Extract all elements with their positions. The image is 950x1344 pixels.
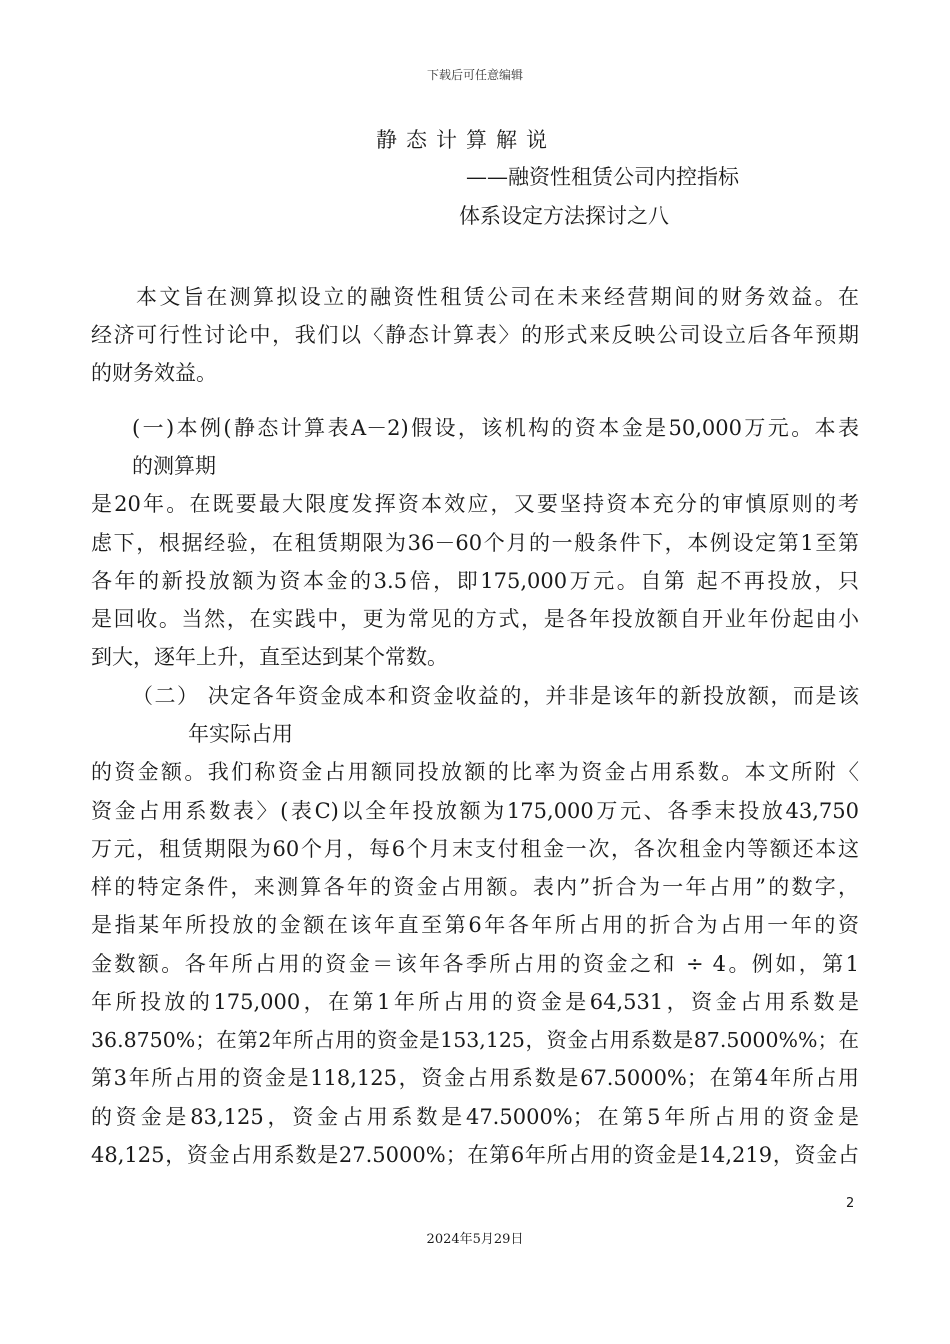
paragraph-line: 各年的新投放额为资本金的3.5倍，即175,000万元。自第 起不再投放，只 (91, 569, 859, 593)
paragraph-line: 36.8750%；在第2年所占用的资金是153,125，资金占用系数是87.5000%%；在 (91, 1028, 859, 1052)
paragraph-line: (一)本例(静态计算表A－2)假设，该机构的资本金是50,000万元。本表 (132, 416, 859, 440)
footer-date: 2024年5月29日 (426, 1232, 524, 1247)
paragraph-line: 是回收。当然，在实践中，更为常见的方式，是各年投放额自开业年份起由小 (91, 607, 859, 631)
paragraph-line: 的财务效益。 (91, 361, 217, 385)
paragraph-line: 是20年。在既要最大限度发挥资本效应，又要坚持资本充分的审慎原则的考 (91, 492, 859, 516)
document-subtitle-line1: ——融资性租赁公司内控指标 (466, 165, 739, 189)
header-note: 下载后可任意编辑 (426, 68, 523, 82)
paragraph-line: 本文旨在测算拟设立的融资性租赁公司在未来经营期间的财务效益。在 (136, 285, 859, 309)
page-number: 2 (846, 1196, 855, 1211)
paragraph-line: 年所投放的175,000，在第1年所占用的资金是64,531，资金占用系数是 (91, 990, 859, 1014)
paragraph-line: 年实际占用 (188, 722, 293, 746)
paragraph-line: 样的特定条件，来测算各年的资金占用额。表内”折合为一年占用”的数字， (91, 875, 859, 899)
paragraph-line: 到大，逐年上升，直至达到某个常数。 (91, 645, 448, 669)
paragraph-line: 的资金是83,125，资金占用系数是47.5000%；在第5年所占用的资金是 (91, 1105, 859, 1129)
paragraph-line: 虑下，根据经验，在租赁期限为36－60个月的一般条件下，本例设定第1至第 (91, 531, 859, 555)
paragraph-line: 金数额。各年所占用的资金＝该年各季所占用的资金之和 ÷ 4。例如，第1 (91, 952, 859, 976)
paragraph-line: 第3年所占用的资金是118,125，资金占用系数是67.5000%；在第4年所占用 (91, 1066, 859, 1090)
paragraph-line: 48,125，资金占用系数是27.5000%；在第6年所占用的资金是14,219，资金占 (91, 1143, 859, 1167)
paragraph-line: 资金占用系数表〉(表C)以全年投放额为175,000万元、各季末投放43,750 (91, 799, 859, 823)
paragraph-line: 是指某年所投放的金额在该年直至第6年各年所占用的折合为占用一年的资 (91, 913, 859, 937)
paragraph-line: 的资金额。我们称资金占用额同投放额的比率为资金占用系数。本文所附〈 (91, 760, 859, 784)
document-subtitle-line2: 体系设定方法探讨之八 (459, 204, 669, 228)
paragraph-line: （二） 决定各年资金成本和资金收益的，并非是该年的新投放额，而是该 (132, 684, 859, 708)
paragraph-line: 经济可行性讨论中，我们以〈静态计算表〉的形式来反映公司设立后各年预期 (91, 323, 859, 347)
document-title: 静态计算解说 (376, 128, 556, 152)
paragraph-line: 万元，租赁期限为60个月，每6个月末支付租金一次，各次租金内等额还本这 (91, 837, 859, 861)
paragraph-line: 的测算期 (132, 454, 216, 478)
